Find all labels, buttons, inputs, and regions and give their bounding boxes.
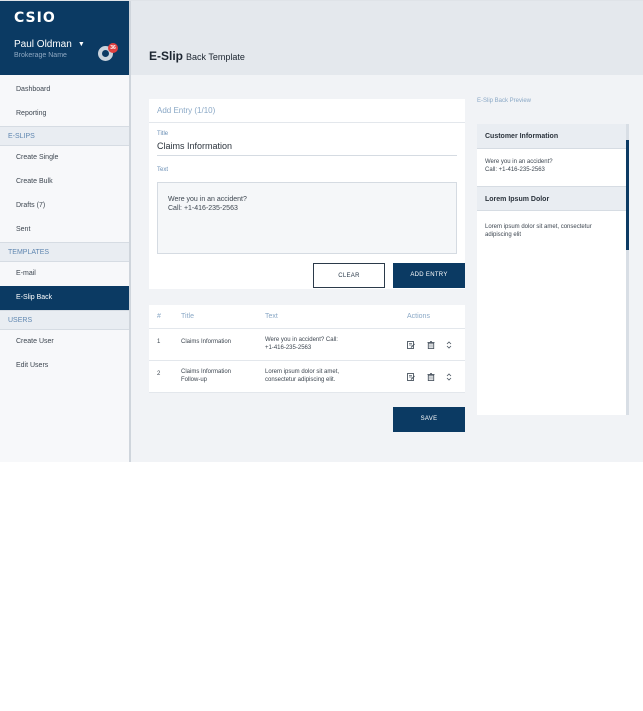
brokerage-name: Brokerage Name	[14, 52, 67, 59]
add-entry-button[interactable]: ADD ENTRY	[393, 263, 465, 288]
text-label: Text	[157, 167, 169, 173]
caret-down-icon: ▼	[77, 41, 85, 48]
table-row	[149, 329, 465, 361]
add-entry-card	[149, 99, 465, 289]
sidebar-item-create-user[interactable]: Create User	[16, 338, 54, 345]
section-eslips: E-SLIPS	[0, 126, 129, 146]
page-title-bold: E-Slip	[149, 49, 184, 63]
sidebar-item-email[interactable]: E-mail	[16, 270, 36, 277]
edit-icon[interactable]	[407, 341, 415, 349]
eslip-preview	[477, 124, 629, 415]
col-text: Text	[265, 313, 278, 320]
preview-label: E-Slip Back Preview	[477, 98, 532, 104]
row-title: Claims Information Follow-up	[181, 369, 232, 383]
logo: CSIO	[14, 10, 56, 26]
section-templates: TEMPLATES	[0, 242, 129, 262]
sidebar-item-sent[interactable]: Sent	[16, 226, 31, 233]
trash-icon[interactable]	[427, 341, 435, 349]
row-text: Lorem ipsum dolor sit amet, consectetur adipiscing elit.	[265, 369, 340, 383]
title-label: Title	[157, 131, 169, 137]
sidebar-item-drafts[interactable]: Drafts (7)	[16, 202, 46, 209]
entries-table	[149, 305, 465, 393]
col-title: Title	[181, 313, 194, 320]
sidebar-item-eslip-back[interactable]: E-Slip Back	[0, 286, 129, 310]
sidebar-nav	[0, 78, 129, 378]
text-input[interactable]: Were you in an accident? Call: +1-416-235-2563	[157, 182, 457, 254]
notification-badge[interactable]: 36	[108, 43, 118, 53]
row-number: 2	[157, 371, 161, 377]
col-number: #	[157, 313, 161, 320]
sidebar-item-edit-users[interactable]: Edit Users	[16, 362, 49, 369]
row-text: Were you in accident? Call: +1-416-235-2563	[265, 337, 338, 351]
preview-section-body: Lorem ipsum dolor sit amet, consectetur adipiscing elit	[485, 224, 592, 238]
top-bar	[131, 1, 643, 75]
sidebar-item-reporting[interactable]: Reporting	[16, 110, 47, 117]
reorder-icon[interactable]	[445, 341, 453, 349]
user-name: Paul Oldman	[14, 39, 72, 50]
table-row	[149, 361, 465, 393]
sidebar-item-create-single[interactable]: Create Single	[16, 154, 59, 161]
sidebar-item-create-bulk[interactable]: Create Bulk	[16, 178, 53, 185]
preview-section-title: Customer Information	[477, 124, 626, 149]
brand-header	[0, 1, 129, 75]
page-title	[149, 49, 245, 63]
page-title-rest: Back Template	[186, 52, 245, 62]
add-entry-heading: Add Entry (1/10)	[149, 99, 465, 123]
preview-scrollbar[interactable]	[626, 140, 629, 250]
row-number: 1	[157, 339, 161, 345]
trash-icon[interactable]	[427, 373, 435, 381]
sidebar	[0, 1, 131, 462]
save-button[interactable]: SAVE	[393, 407, 465, 432]
reorder-icon[interactable]	[445, 373, 453, 381]
edit-icon[interactable]	[407, 373, 415, 381]
title-input[interactable]: Claims Information	[157, 141, 457, 156]
sidebar-item-dashboard[interactable]: Dashboard	[16, 86, 51, 93]
preview-section-title: Lorem Ipsum Dolor	[477, 186, 626, 211]
row-title: Claims Information	[181, 339, 232, 345]
clear-button[interactable]: CLEAR	[313, 263, 385, 288]
col-actions: Actions	[407, 313, 430, 320]
main-content	[131, 1, 643, 462]
preview-section-body: Were you in an accident? Call: +1-416-235-2563	[485, 159, 553, 173]
section-users: USERS	[0, 310, 129, 330]
table-header	[149, 305, 465, 329]
